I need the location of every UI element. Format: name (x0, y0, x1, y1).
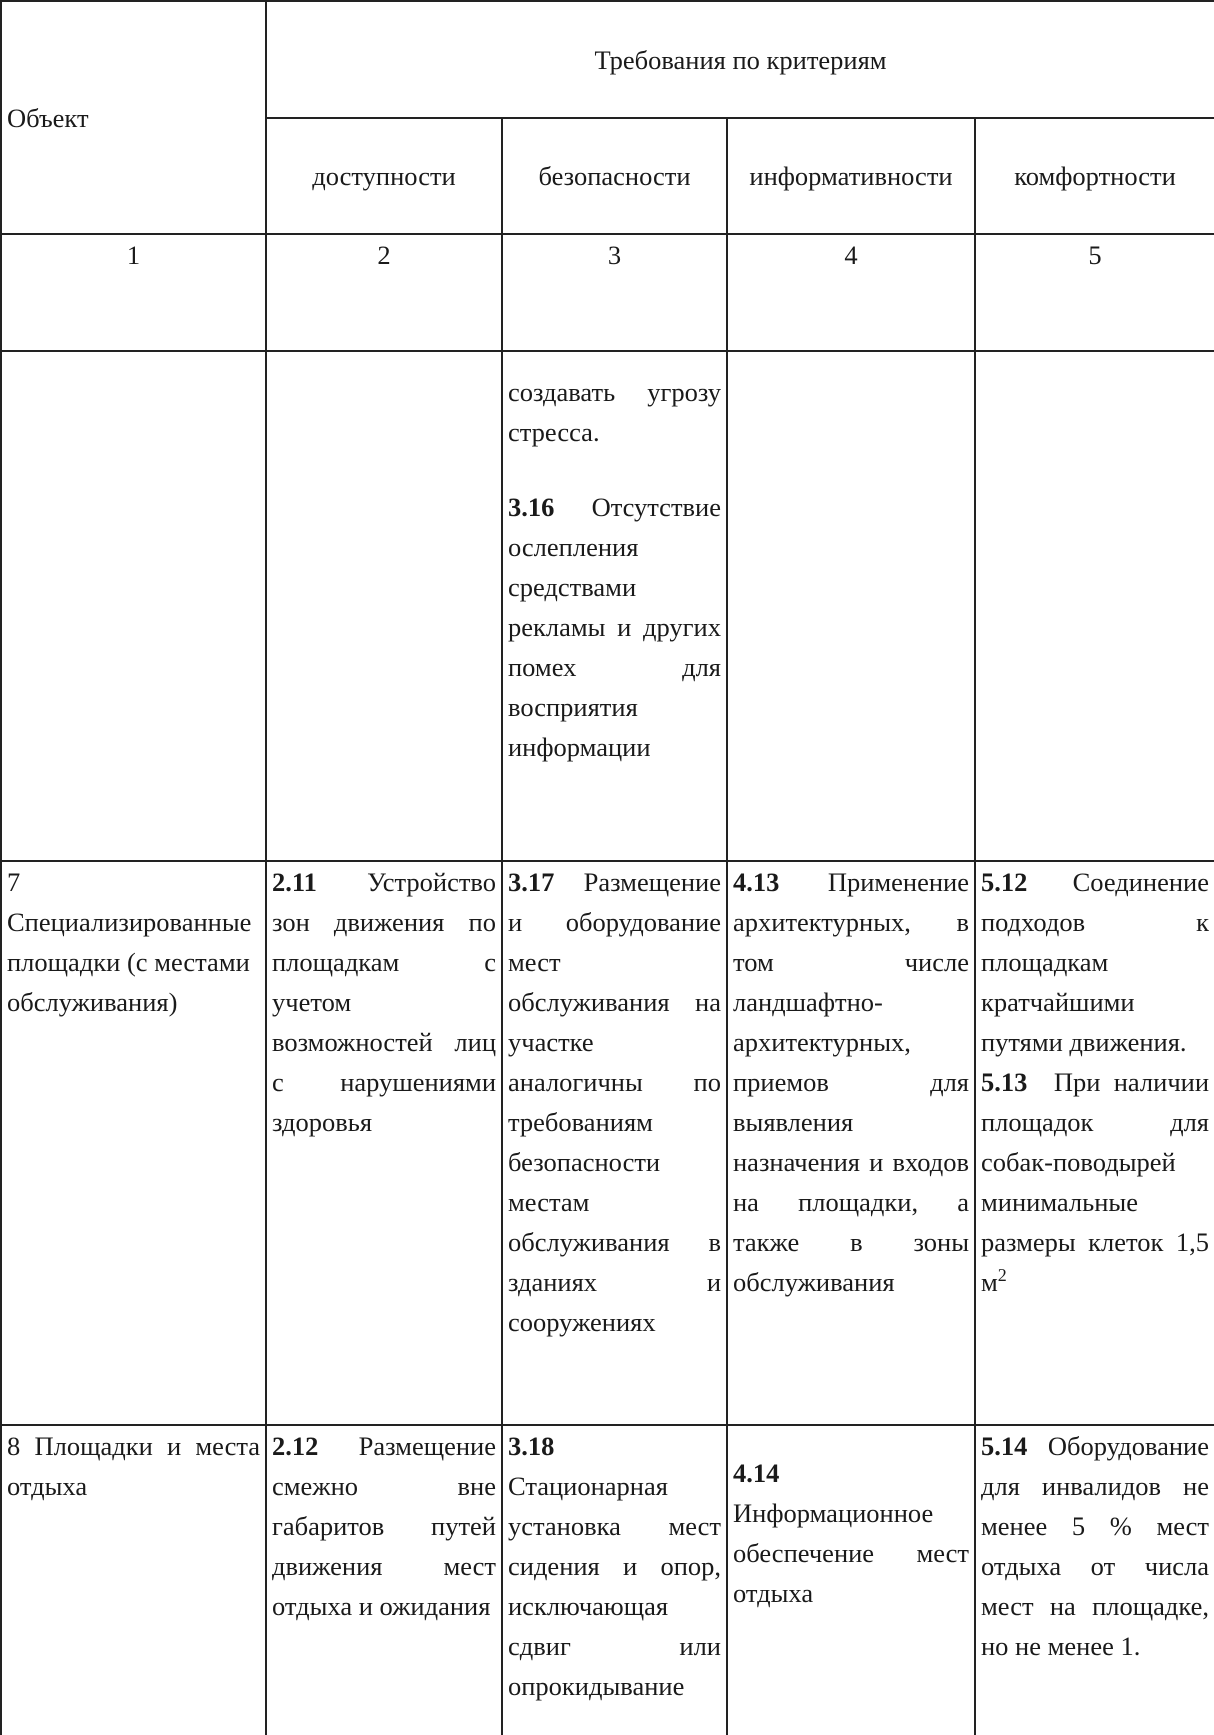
continuation-comfort-cell (975, 351, 1214, 861)
item-4-14 (733, 1453, 969, 1613)
row8-comfort (975, 1425, 1214, 1735)
continuation-info-cell (727, 351, 975, 861)
header-object: Объект (1, 1, 266, 234)
item-2-11 (272, 862, 496, 1142)
item-5-13 (981, 1062, 1209, 1302)
column-number-5: 5 (975, 234, 1214, 351)
row8-object (1, 1425, 266, 1735)
header-accessibility: доступности (266, 118, 502, 234)
row7-info (727, 861, 975, 1425)
item-5-14 (981, 1426, 1209, 1666)
item-code: 3.18 (508, 1431, 555, 1461)
item-code: 2.11 (272, 867, 317, 897)
item-text: Соединение подходов к площадкам кратчайшими путями движения. (981, 867, 1209, 1057)
header-requirements: Требования по критериям (266, 1, 1214, 118)
safety-item-3-16 (508, 487, 721, 767)
item-5-12 (981, 862, 1209, 1062)
continuation-object-cell (1, 351, 266, 861)
column-number-2: 2 (266, 234, 502, 351)
safety-continuation-text: создавать угрозу стресса. (508, 377, 721, 447)
row8-info (727, 1425, 975, 1735)
row8-accessibility (266, 1425, 502, 1735)
row8-object-text: 8 Площадки и места отдыха (7, 1431, 260, 1501)
item-code: 4.13 (733, 867, 780, 897)
item-code: 4.14 (733, 1457, 780, 1488)
row8-safety (502, 1425, 727, 1735)
item-code: 3.16 (508, 492, 555, 522)
item-text: Размещение смежно вне габаритов путей движения мест отдыха и ожидания (272, 1431, 496, 1621)
header-safety: безопасности (502, 118, 727, 234)
item-text: Стационарная установка мест сидения и опор, исключающая сдвиг или опрокидывание (508, 1471, 721, 1701)
item-code: 5.14 (981, 1431, 1028, 1461)
header-comfort: комфортности (975, 118, 1214, 234)
row7-comfort (975, 861, 1214, 1425)
continuation-safety-cell (502, 351, 727, 861)
row7-safety (502, 861, 727, 1425)
item-4-13 (733, 862, 969, 1302)
row7-object-text: 7 Специализированные площадки (с местами обслуживания) (7, 867, 252, 1017)
item-text: При наличии площадок для собак-поводырей минимальные размеры клеток 1,5 м (981, 1067, 1210, 1297)
item-text: Применение архитектурных, в том числе ландшафтно-архитектурных, приемов для выявления назначения и входов на площадки, а также в зоны обслуживания (733, 867, 969, 1297)
row7-object (1, 861, 266, 1425)
item-3-17 (508, 862, 721, 1342)
item-text: Информационное обеспечение мест отдыха (733, 1497, 969, 1608)
item-text: Размещение и оборудование мест обслуживания на участке аналогичны по требованиям безопасности местам обслуживания в зданиях и сооружениях (508, 867, 721, 1337)
item-3-18 (508, 1426, 721, 1706)
continuation-accessibility-cell (266, 351, 502, 861)
row7-accessibility (266, 861, 502, 1425)
item-text: Отсутствие ослепления средствами рекламы и других помех для восприятия информации (508, 492, 721, 762)
item-code: 5.12 (981, 867, 1028, 897)
superscript: 2 (997, 1265, 1007, 1286)
column-number-4: 4 (727, 234, 975, 351)
column-number-1: 1 (1, 234, 266, 351)
column-number-3: 3 (502, 234, 727, 351)
item-code: 5.13 (981, 1067, 1028, 1097)
header-informativeness: информативности (727, 118, 975, 234)
item-code: 2.12 (272, 1431, 319, 1461)
item-text: Оборудование для инвалидов не менее 5 % мест отдыха от числа мест на площадке, но не менее 1. (981, 1431, 1209, 1661)
item-text: Устройство зон движения по площадкам с учетом возможностей лиц с нарушениями здоровья (272, 867, 496, 1137)
item-2-12 (272, 1426, 496, 1626)
item-code: 3.17 (508, 867, 555, 897)
